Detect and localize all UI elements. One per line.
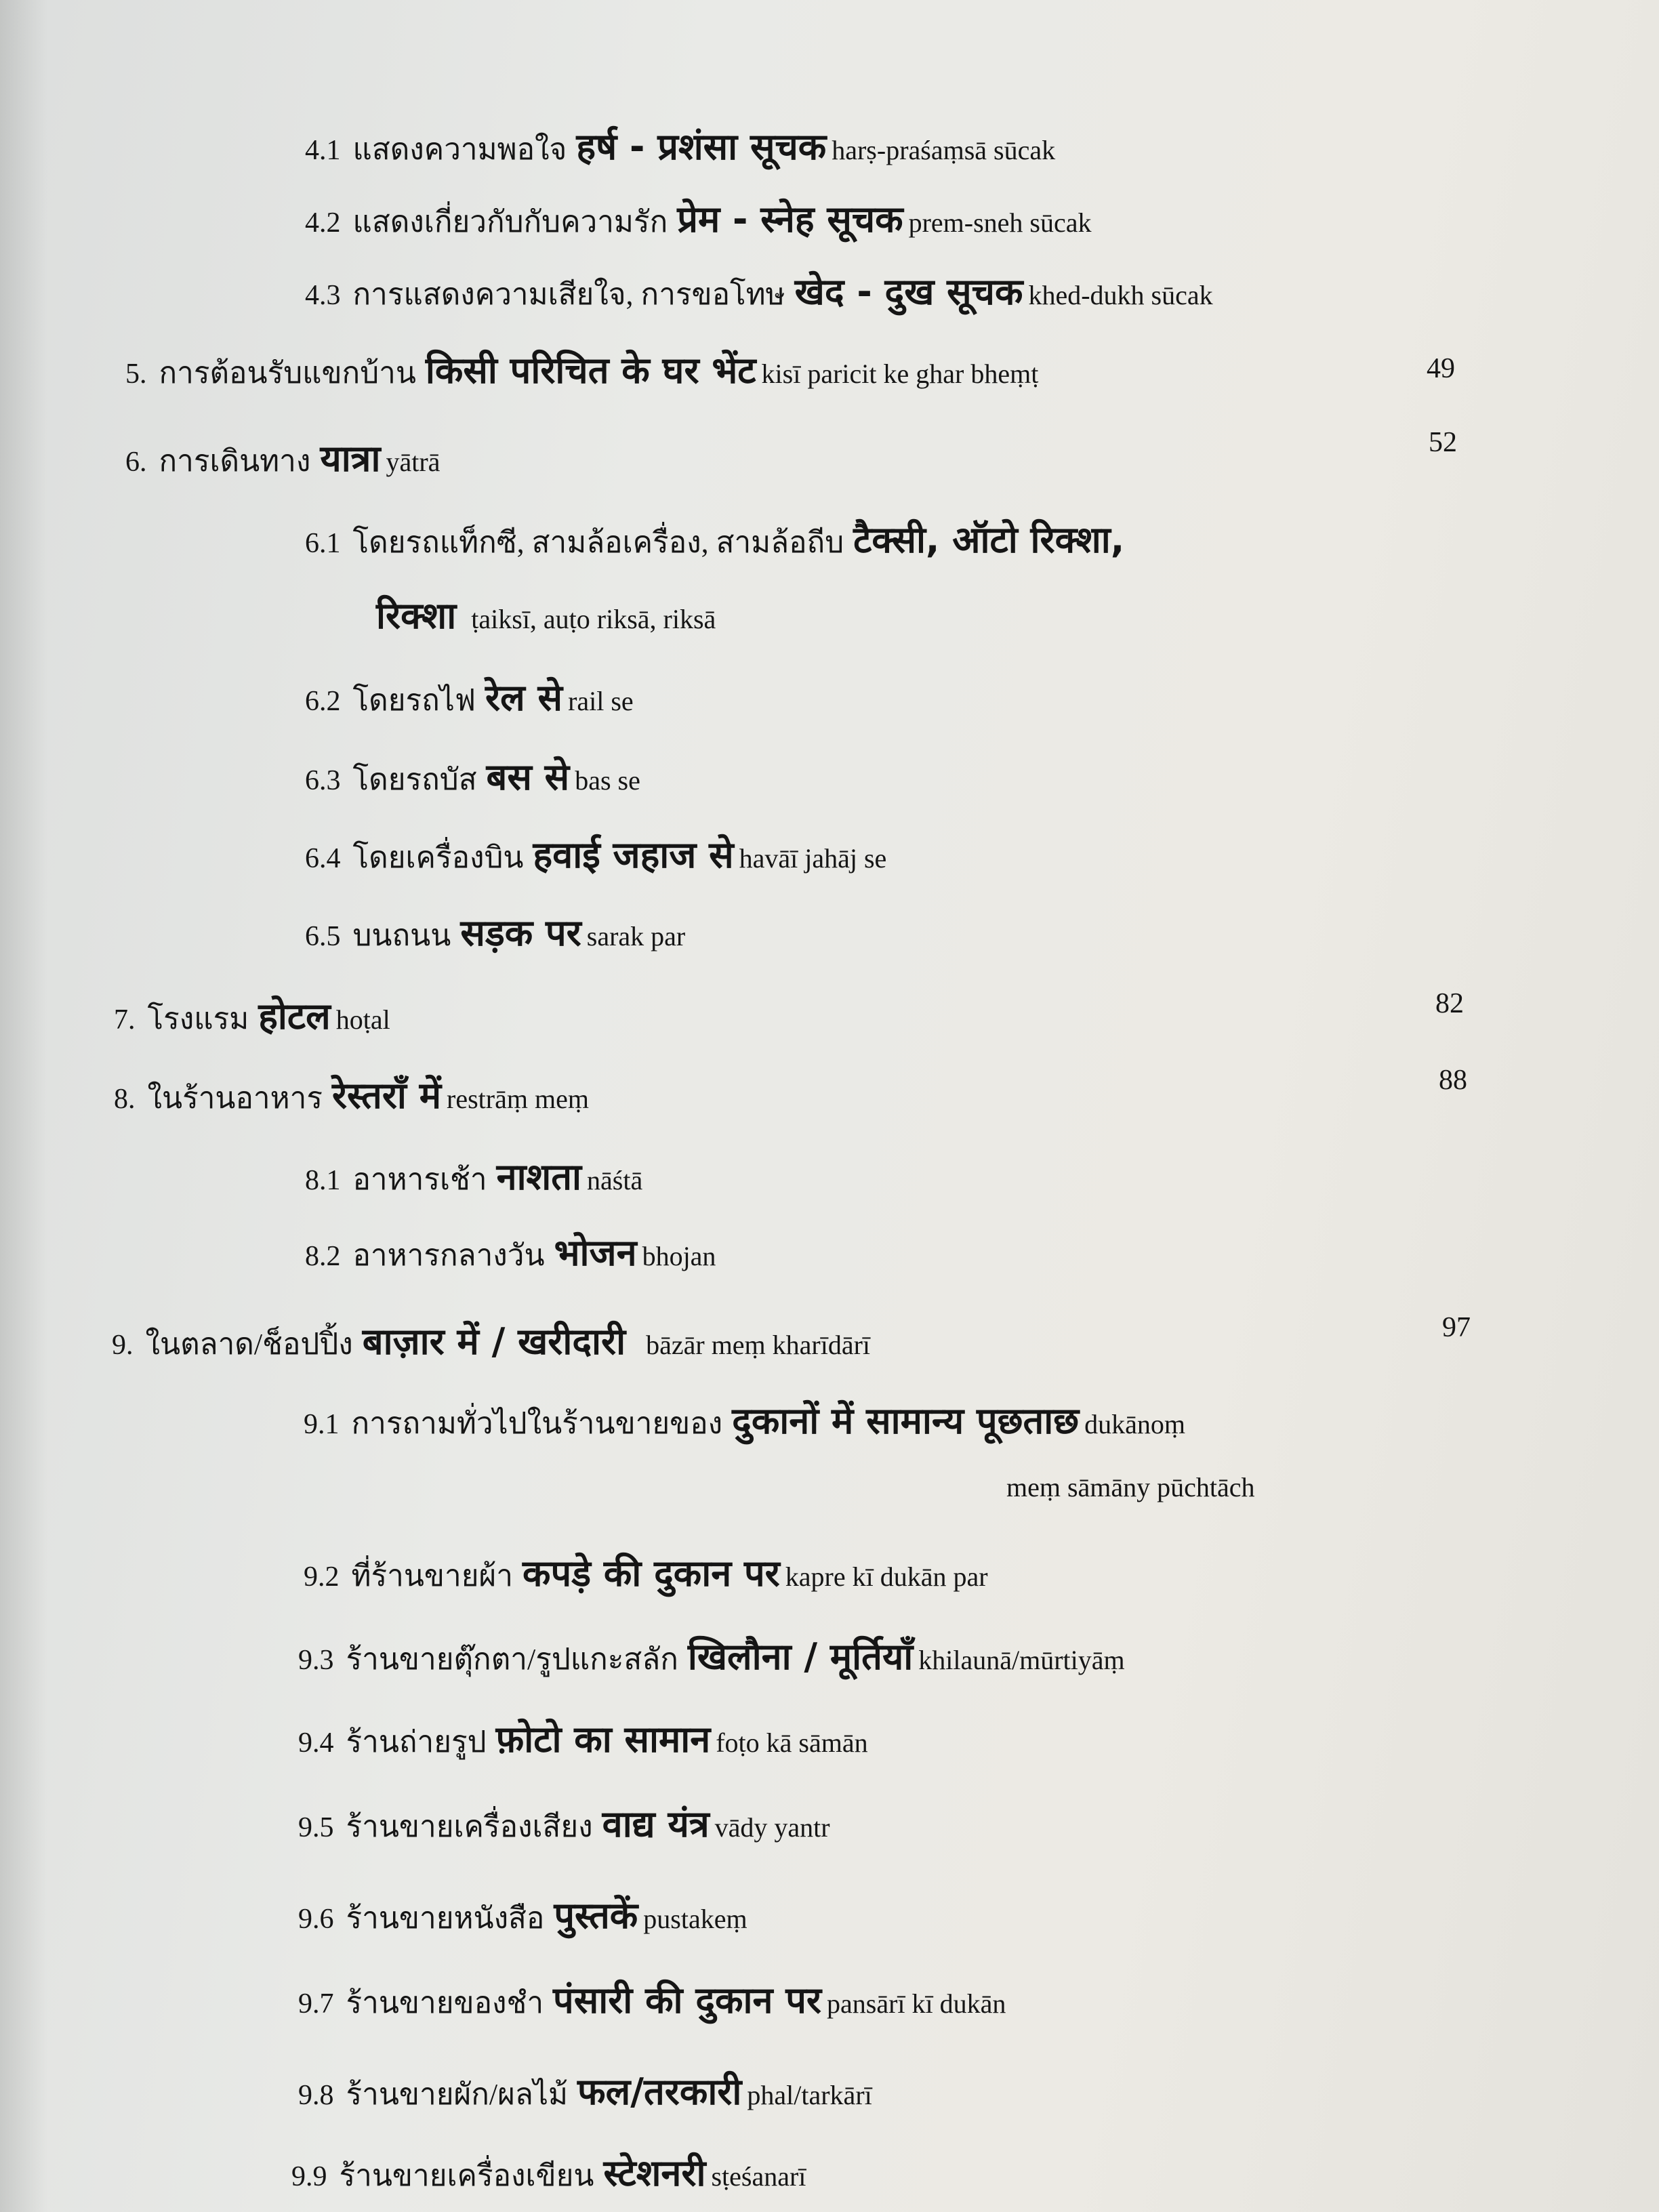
entry-number: 9.1 (304, 1409, 340, 1440)
toc-entry-7 (114, 995, 390, 1038)
toc-entry-9-1-continued (1006, 1474, 1255, 1501)
entry-thai: โดยรถบัส (352, 763, 477, 796)
toc-entry-9-8 (298, 2070, 872, 2113)
entry-roman: restrāṃ meṃ (447, 1084, 589, 1114)
entry-number: 9.8 (298, 2080, 334, 2111)
entry-hindi: सड़क पर (460, 912, 581, 954)
entry-roman: bas se (575, 765, 640, 796)
entry-hindi: वाद्य यंत्र (602, 1803, 710, 1845)
entry-roman: dukānoṃ (1084, 1409, 1185, 1439)
entry-hindi: पुस्तकें (554, 1894, 638, 1937)
entry-roman: khed-dukh sūcak (1028, 280, 1213, 310)
entry-number: 8.2 (305, 1241, 341, 1272)
entry-thai: อาหารเช้า (352, 1163, 487, 1196)
page-number-7: 82 (1435, 988, 1464, 1019)
entry-number: 9.4 (298, 1727, 334, 1759)
entry-number: 6. (125, 447, 147, 478)
entry-roman: khilaunā/mūrtiyāṃ (918, 1645, 1125, 1675)
entry-number: 8. (114, 1084, 136, 1115)
entry-roman: pansārī kī dukān (827, 1988, 1006, 2019)
entry-number: 9.6 (298, 1904, 334, 1935)
entry-roman: harṣ-praśaṃsā sūcak (832, 135, 1056, 165)
entry-number: 7. (114, 1004, 136, 1036)
entry-number: 4.3 (305, 280, 341, 311)
entry-number: 4.1 (305, 135, 341, 166)
entry-thai: ร้านถ่ายรูป (346, 1725, 487, 1759)
entry-number: 9.3 (298, 1645, 334, 1676)
entry-roman: rail se (568, 686, 634, 716)
entry-hindi: फल/तरकारी (577, 2070, 742, 2113)
entry-roman: bhojan (642, 1241, 716, 1271)
entry-number: 8.1 (305, 1165, 341, 1196)
entry-hindi: बस से (486, 756, 570, 798)
entry-hindi: खेद - दुख सूचक (794, 270, 1023, 313)
toc-entry-9-7 (298, 1979, 1006, 2022)
entry-hindi: होटल (258, 995, 331, 1038)
entry-hindi: किसी परिचित के घर भेंट (425, 349, 756, 392)
entry-roman: vādy yantr (714, 1812, 830, 1843)
entry-number: 4.2 (305, 207, 341, 239)
entry-hindi: रेस्तराँ में (331, 1074, 442, 1117)
entry-thai: แสดงความพอใจ (352, 133, 567, 166)
toc-entry-8-1 (305, 1155, 643, 1198)
entry-hindi: हवाई जहाज से (533, 834, 734, 876)
entry-roman: sarak par (586, 921, 686, 951)
entry-thai: ร้านขายหนังสือ (346, 1902, 545, 1935)
entry-thai: อาหารกลางวัน (352, 1239, 545, 1272)
toc-entry-8 (114, 1074, 589, 1117)
entry-roman: havāī jahāj se (739, 843, 887, 874)
entry-roman: prem-sneh sūcak (908, 207, 1092, 238)
entry-thai: ร้านขายตุ๊กตา/รูปแกะสลัก (346, 1643, 678, 1676)
page-number-6: 52 (1429, 427, 1457, 458)
toc-entry-9-3 (298, 1635, 1125, 1678)
entry-roman: pustakeṃ (643, 1904, 747, 1934)
entry-thai: การเดินทาง (159, 445, 311, 478)
entry-number: 9.2 (304, 1561, 340, 1593)
toc-entry-6-3 (305, 756, 640, 798)
entry-thai: การต้อนรับแขกบ้าน (159, 356, 416, 390)
entry-hindi: हर्ष - प्रशंसा सूचक (576, 125, 827, 168)
toc-entry-6 (125, 437, 441, 480)
toc-entry-9-2 (304, 1552, 988, 1595)
entry-roman: ṭaiksī, auṭo riksā, riksā (471, 604, 716, 634)
entry-thai: ร้านขายเครื่องเขียน (339, 2159, 594, 2192)
page-edge-shadow (0, 0, 47, 2212)
entry-roman: phal/tarkārī (747, 2080, 872, 2110)
entry-number: 6.2 (305, 686, 341, 717)
entry-hindi: टैक्सी, ऑटो रिक्शा, (853, 518, 1125, 561)
entry-hindi: भोजन (554, 1231, 637, 1274)
toc-entry-6-2 (305, 676, 634, 719)
entry-hindi: यात्रा (320, 437, 381, 480)
entry-number: 6.4 (305, 843, 341, 874)
toc-entry-9-1 (304, 1399, 1185, 1442)
entry-hindi: फ़ोटो का सामान (495, 1718, 711, 1761)
entry-thai: ร้านขายเครื่องเสียง (346, 1810, 593, 1843)
entry-hindi: रिक्शा (376, 594, 457, 637)
entry-thai: ร้านขายของชำ (346, 1986, 544, 2020)
entry-hindi: कपड़े की दुकान पर (522, 1552, 780, 1595)
toc-entry-9-9 (291, 2152, 806, 2194)
entry-thai: ในร้านอาหาร (147, 1082, 323, 1115)
toc-entry-9-5 (298, 1803, 830, 1845)
entry-thai: โรงแรม (147, 1002, 249, 1036)
entry-roman: foṭo kā sāmān (716, 1727, 868, 1758)
entry-roman: kisī paricit ke ghar bheṃṭ (761, 359, 1039, 389)
page-number-9: 97 (1442, 1312, 1471, 1343)
entry-thai: การแสดงความเสียใจ, การขอโทษ (352, 278, 785, 311)
toc-entry-4-1 (305, 125, 1056, 168)
toc-entry-6-1-continued (376, 594, 716, 637)
entry-thai: บนถนน (352, 919, 451, 952)
entry-thai: โดยรถไฟ (352, 684, 476, 717)
entry-number: 9.7 (298, 1988, 334, 2020)
entry-number: 6.5 (305, 921, 341, 952)
entry-number: 9.5 (298, 1812, 334, 1843)
entry-thai: โดยรถแท็กซี, สามล้อเครื่อง, สามล้อถีบ (352, 526, 844, 559)
entry-roman: hoṭal (335, 1004, 390, 1035)
toc-entry-6-5 (305, 912, 686, 954)
entry-thai: ที่ร้านขายผ้า (351, 1559, 513, 1593)
entry-roman: bāzār meṃ kharīdārī (646, 1330, 871, 1360)
entry-number: 5. (125, 359, 147, 390)
entry-thai: ในตลาด/ช็อปปิ้ง (145, 1328, 353, 1361)
entry-roman: kapre kī dukān par (785, 1561, 988, 1592)
entry-hindi: रेल से (485, 676, 563, 719)
toc-entry-4-3 (305, 270, 1213, 313)
entry-thai: การถามทั่วไปในร้านขายของ (351, 1407, 723, 1440)
entry-hindi: दुकानों में सामान्य पूछताछ (732, 1399, 1080, 1442)
entry-thai: โดยเครื่องบิน (352, 841, 524, 874)
toc-entry-8-2 (305, 1231, 716, 1274)
entry-hindi: नाशता (496, 1155, 582, 1198)
entry-roman: sṭeśanarī (711, 2161, 806, 2192)
entry-hindi: प्रेम - स्नेह सूचक (677, 198, 903, 241)
entry-hindi: खिलौना / मूर्तियाँ (687, 1635, 914, 1678)
entry-number: 6.3 (305, 765, 341, 796)
toc-entry-9-6 (298, 1894, 747, 1937)
entry-number: 9.9 (291, 2161, 327, 2192)
entry-roman: yātrā (386, 447, 441, 477)
page-number-8: 88 (1439, 1065, 1467, 1096)
entry-roman: nāśtā (587, 1165, 643, 1195)
entry-thai: ร้านขายผัก/ผลไม้ (346, 2078, 569, 2111)
entry-roman: meṃ sāmāny pūchtāch (1006, 1472, 1255, 1502)
entry-hindi: स्टेशनरी (603, 2152, 706, 2194)
toc-entry-5 (125, 349, 1039, 392)
entry-number: 6.1 (305, 528, 341, 559)
entry-number: 9. (112, 1330, 134, 1361)
toc-entry-6-1 (305, 518, 1130, 561)
toc-entry-9-4 (298, 1718, 868, 1761)
entry-thai: แสดงเกี่ยวกับกับความรัก (352, 205, 668, 239)
entry-hindi: पंसारी की दुकान पर (553, 1979, 821, 2022)
entry-hindi: बाज़ार में / खरीदारी (362, 1320, 626, 1363)
toc-entry-9 (112, 1320, 871, 1363)
page-number-5: 49 (1427, 353, 1455, 384)
toc-entry-6-4 (305, 834, 887, 876)
toc-entry-4-2 (305, 198, 1092, 241)
